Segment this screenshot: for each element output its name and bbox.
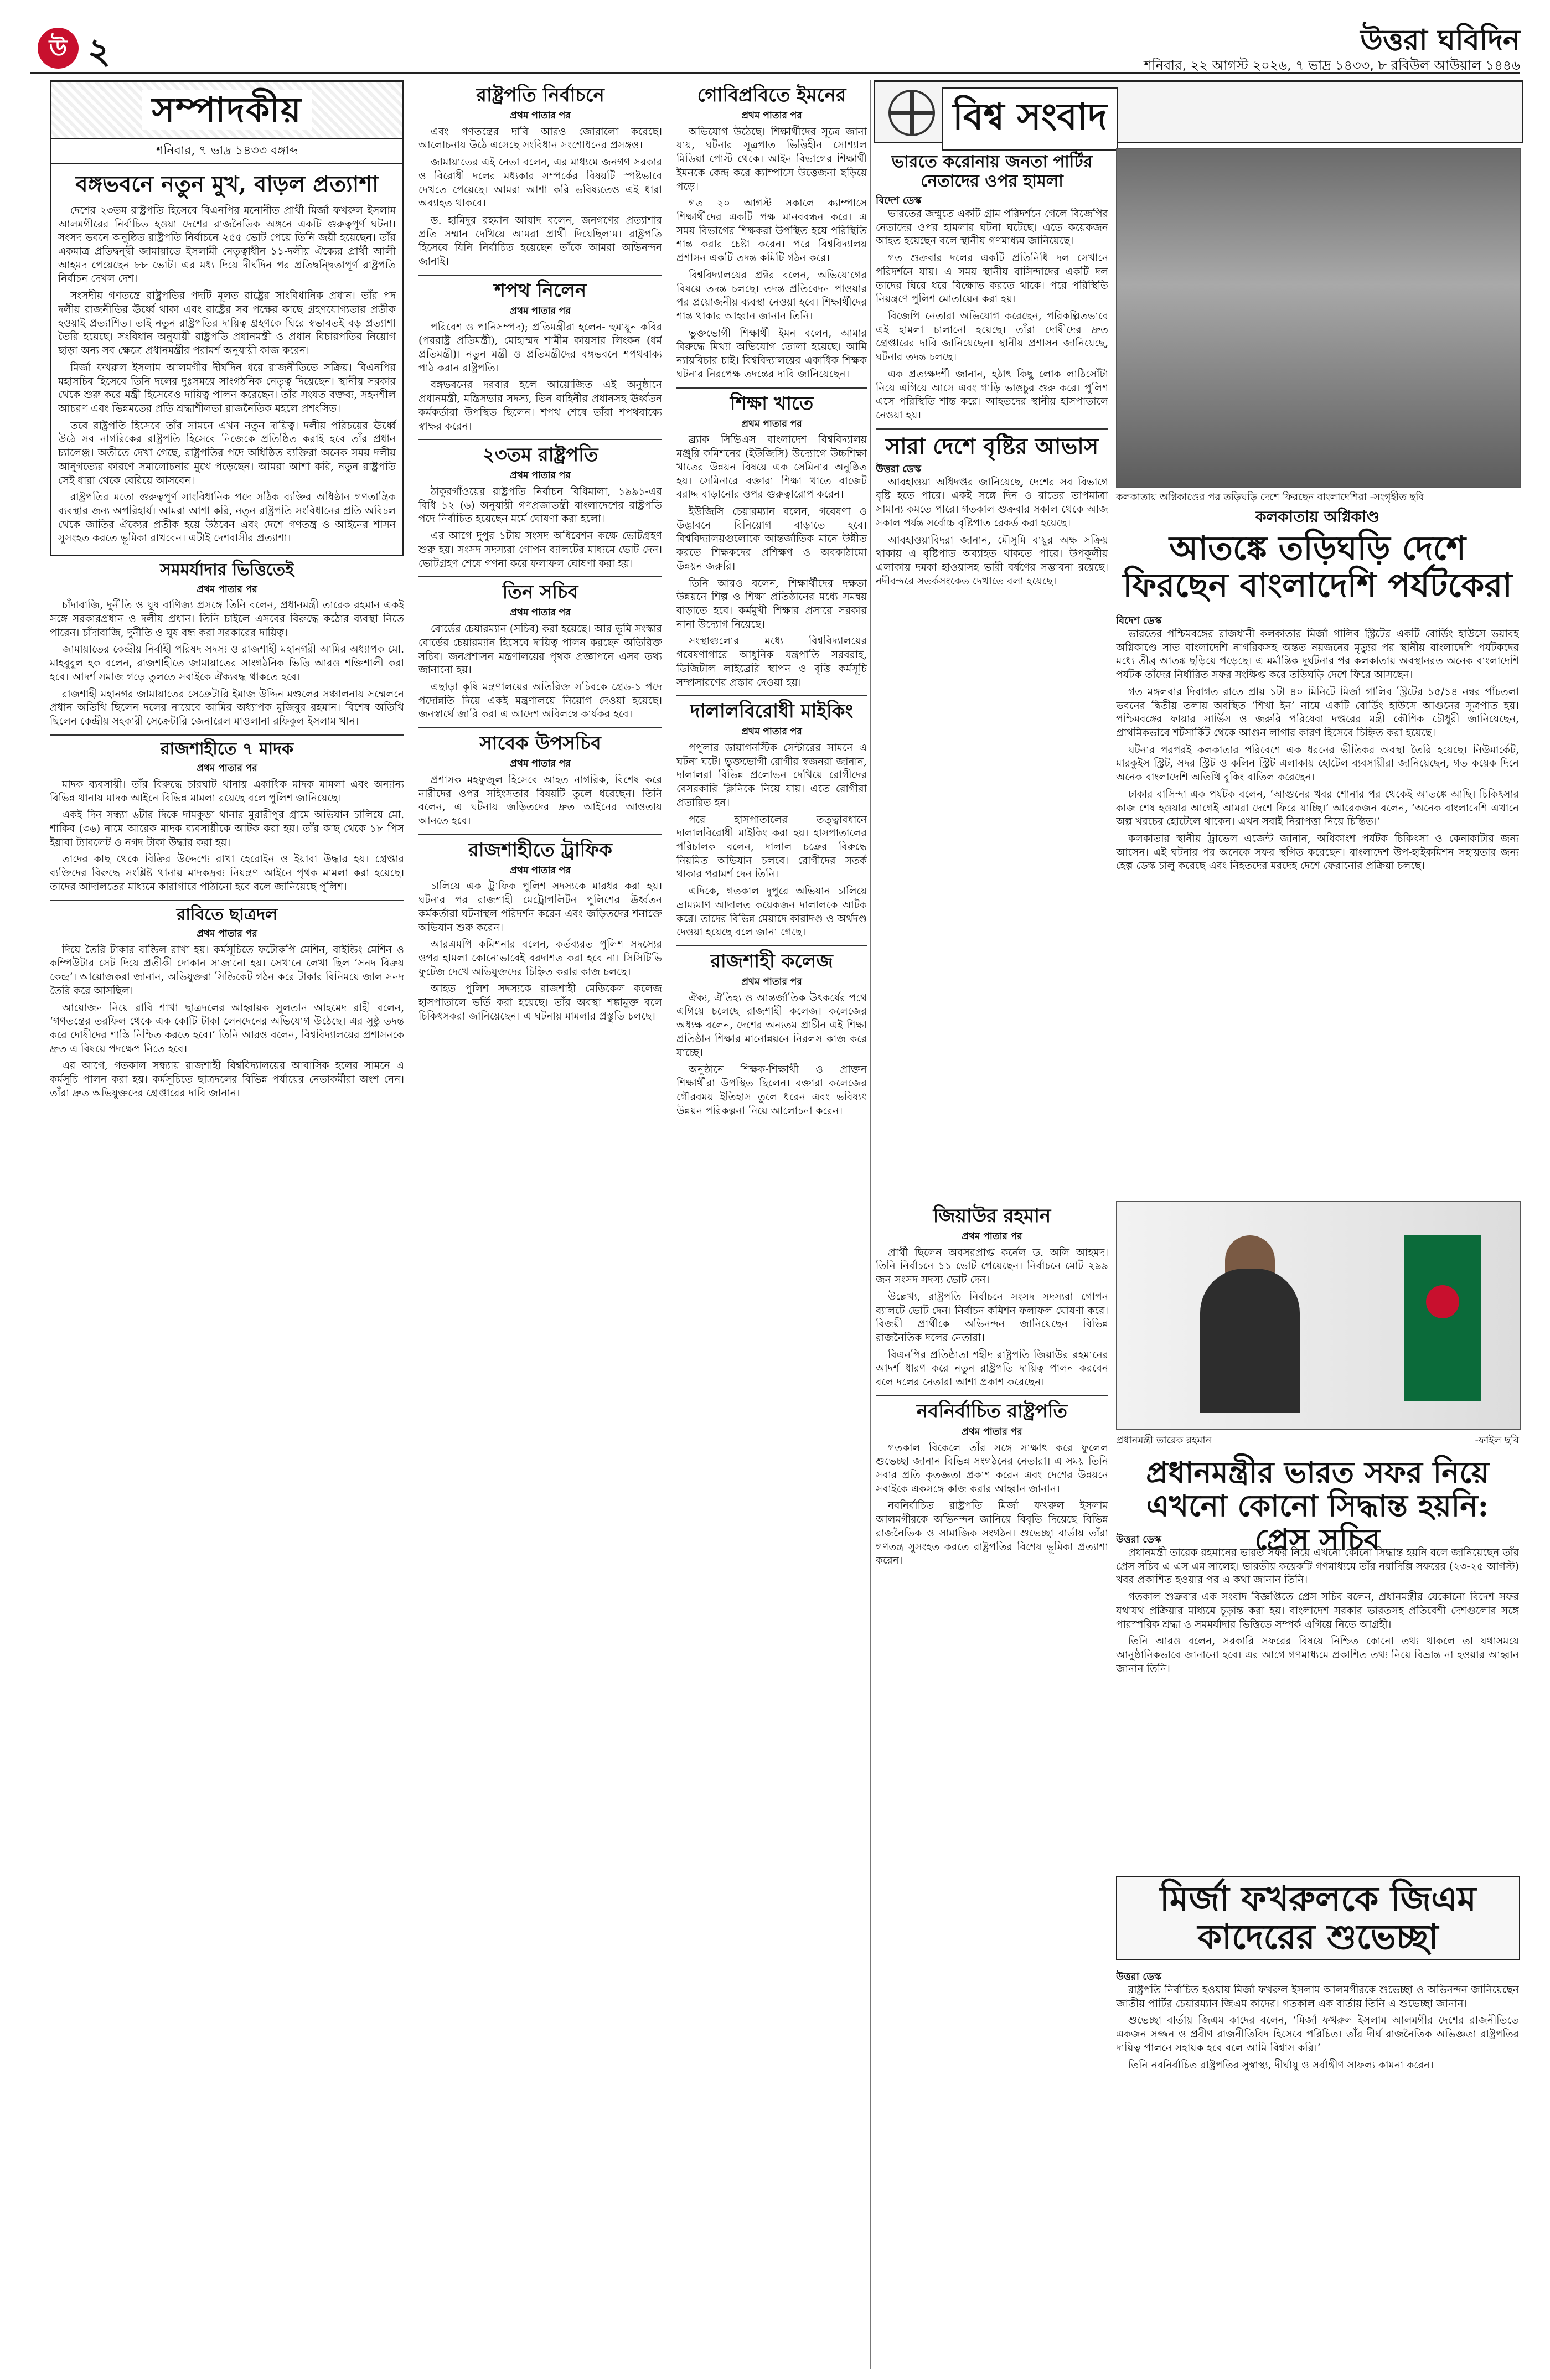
story-paragraph: আরএমপি কমিশনার বলেন, কর্তব্যরত পুলিশ সদস্যের ওপর হামলা কোনোভাবেই বরদাশত করা হবে না। সিসিটিভি ফুটেজ দেখে অভিযুক্তদের চিহ্নিত করার কাজ চলছে। [418, 939, 662, 978]
jump-label: প্রথম পাতার পর [962, 1231, 1022, 1243]
story-paragraph: অভিযোগ উঠেছে। শিক্ষার্থীদের সূত্রে জানা যায়, ঘটনার সূত্রপাত ভিত্তিহীন সোশ্যাল মিডিয়া পোস্ট থেকে। আইন বিভাগের শিক্ষার্থী ইমনকে কেন্দ্র করে ক্যাম্পাসে উত্তেজনা ছড়িয়ে পড়ে। [676, 126, 867, 193]
world-news-title: বিশ্ব সংবাদ [942, 87, 1118, 151]
editorial-box [50, 80, 404, 556]
desk-label: উত্তরা ডেস্ক [876, 463, 921, 475]
lead-story-body [1116, 614, 1519, 1190]
story-paragraph: এছাড়া কৃষি মন্ত্রণালয়ের অতিরিক্ত সচিবকে গ্রেড-১ পদে পদোন্নতি দিয়ে একই মন্ত্রণালয়ে নিয়োগ দেওয়া হয়েছে। জনস্বার্থে জারি করা এ আদেশ অবিলম্বে কার্যকর হবে। [418, 681, 662, 721]
story-paragraph: নবনির্বাচিত রাষ্ট্রপতি মির্জা ফখরুল ইসলাম আলমগীরকে অভিনন্দন জানিয়ে বিবৃতি দিয়েছে বিভিন্ন রাজনৈতিক ও সামাজিক সংগঠন। শুভেচ্ছা বার্তায় তাঁরা গণতন্ত্র সুসংহত করতে রাষ্ট্রপতির বিশেষ ভূমিকা প্রত্যাশা করেন। [876, 1500, 1108, 1567]
jump-label: প্রথম পাতার পর [510, 110, 571, 122]
jump-label: প্রথম পাতার পর [962, 1426, 1022, 1437]
story-paragraph: প্রধানমন্ত্রী তারেক রহমানের ভারত সফর নিয়ে এখনো কোনো সিদ্ধান্ত হয়নি বলে জানিয়েছেন তাঁর প্রেস সচিব এ এস এম সালেহ। ভারতীয় কয়েকটি গণমাধ্যমে তাঁর নয়াদিল্লি সফরের (২৩-২৫ আগস্ট) খবর প্রকাশিত হওয়ার পর এ কথা জানান তিনি। [1116, 1546, 1519, 1586]
story-paragraph: এর আগে, গতকাল সন্ধ্যায় রাজশাহী বিশ্ববিদ্যালয়ের আবাসিক হলের সামনে এ কর্মসূচি পালন করা হয়। কর্মসূচিতে ছাত্রদলের বিভিন্ন পর্যায়ের নেতাকর্মীরা অংশ নেন। তাঁরা দ্রুত অভিযুক্তদের গ্রেপ্তারের দাবি জানান। [50, 1060, 404, 1099]
story-paragraph: তিনি আরও বলেন, সরকারি সফরের বিষয়ে নিশ্চিত কোনো তথ্য থাকলে তা যথাসময়ে আনুষ্ঠানিকভাবে জানানো হবে। এর আগে গণমাধ্যমে প্রকাশিত তথ্য নিয়ে বিভ্রান্ত না হওয়ার আহ্বান জানান তিনি। [1116, 1636, 1519, 1675]
story-paragraph: জামায়াতের এই নেতা বলেন, এর মাধ্যমে জনগণ সরকার ও বিরোধী দলের মধ্যকার সম্পর্কের বিষয়টি স্পষ্টভাবে দেখতে পেয়েছে। আমরা আশা করি ভবিষ্যতেও এই ধারা অব্যাহত থাকবে। [418, 157, 662, 210]
pm-photo [1116, 1201, 1521, 1430]
editorial-paragraph: দেশের ২৩তম রাষ্ট্রপতি হিসেবে বিএনপির মনোনীত প্রার্থী মির্জা ফখরুল ইসলাম আলমগীরের নির্বাচিত হওয়া দেশের রাজনৈতিক অঙ্গনে একটি গুরুত্বপূর্ণ ঘটনা। সংসদ ভবনে অনুষ্ঠিত রাষ্ট্রপতি নির্বাচনে ২৫৫ ভোট পেয়ে তিনি জয়ী হয়েছেন। তাঁর একমাত্র প্রতিদ্বন্দ্বী জামায়াতে ইসলামী নেতৃত্বাধীন ১১-দলীয় ঐক্যের প্রার্থী আলী আহমদ পেয়েছেন ৮৮ ভোট। এর মধ্য দিয়ে দীর্ঘদিন পর প্রতিদ্বন্দ্বিতাপূর্ণ রাষ্ট্রপতি নির্বাচন দেখল দেশ। [58, 204, 396, 285]
divider [676, 387, 867, 389]
story-paragraph: বঙ্গভবনের দরবার হলে আয়োজিত এই অনুষ্ঠানে প্রধানমন্ত্রী, মন্ত্রিসভার সদস্য, তিন বাহিনীর প্রধানসহ ঊর্ধ্বতন কর্মকর্তারা উপস্থিত ছিলেন। শপথ শেষে তাঁরা শপথবাক্যে স্বাক্ষর করেন। [418, 379, 662, 432]
jump-label: প্রথম পাতার পর [197, 928, 257, 940]
editorial-section-title: সম্পাদকীয় [51, 82, 402, 139]
editorial-date: শনিবার, ৭ ভাদ্র ১৪৩৩ বঙ্গাব্দ [51, 139, 402, 163]
desk-label: উত্তরা ডেস্ক [1116, 1534, 1161, 1545]
divider [418, 727, 662, 728]
story-paragraph: রাষ্ট্রপতি নির্বাচিত হওয়ায় মির্জা ফখরুল ইসলাম আলমগীরকে শুভেচ্ছা ও অভিনন্দন জানিয়েছেন জাতীয় পার্টির চেয়ারম্যান জিএম কাদের। গতকাল এক বার্তায় তিনি এ শুভেচ্ছা জানান। [1116, 1984, 1519, 2010]
photo-caption-credit: -ফাইল ছবি [1475, 1435, 1519, 1446]
story-headline: জিয়াউর রহমান [933, 1205, 1051, 1227]
story-paragraph: বোর্ডের চেয়ারম্যান (সচিব) করা হয়েছে। আর ভূমি সংস্কার বোর্ডের চেয়ারম্যান হিসেবে দায়িত্ব পালন করছেন অতিরিক্ত সচিব। জনপ্রশাসন মন্ত্রণালয়ের পৃথক প্রজ্ঞাপনে এসব তথ্য জানানো হয়। [418, 623, 662, 676]
lead-headline: আতঙ্কে তড়িঘড়ি দেশে ফিরছেন বাংলাদেশি পর্যটকেরা [1123, 529, 1512, 606]
pm-portrait-body [1200, 1269, 1300, 1413]
greeting-story-body [1116, 1970, 1519, 2369]
story-headline: রাজশাহী কলেজ [710, 950, 833, 973]
story-paragraph: এক প্রত্যক্ষদর্শী জানান, হঠাৎ কিছু লোক লাঠিসোঁটা নিয়ে এগিয়ে আসে এবং গাড়ি ভাঙচুর শুরু করে। পুলিশ এসে পরিস্থিতি শান্ত করে। আহতদের স্থানীয় হাসপাতালে নেওয়া হয়। [876, 368, 1108, 421]
photo-caption-name: প্রধানমন্ত্রী তারেক রহমান [1116, 1435, 1212, 1446]
story-paragraph: প্রার্থী ছিলেন অবসরপ্রাপ্ত কর্নেল ড. অলি আহমদ। তিনি নির্বাচনে ১১ ভোট পেয়েছেন। নির্বাচনে মোট ২৯৯ জন সংসদ সদস্য ভোট দেন। [876, 1246, 1108, 1286]
story-paragraph: আবহাওয়াবিদরা জানান, মৌসুমি বায়ুর অক্ষ সক্রিয় থাকায় এ বৃষ্টিপাত অব্যাহত থাকতে পারে। উপকূলীয় এলাকায় দমকা হাওয়াসহ ভারী বর্ষণের সম্ভাবনা রয়েছে। নদীবন্দরে সতর্কসংকেত দেখাতে বলা হয়েছে। [876, 534, 1108, 587]
world-lower-side-column [876, 1201, 1108, 2369]
story-headline: তিন সচিব [502, 581, 578, 604]
story-paragraph: আয়োজন নিয়ে রাবি শাখা ছাত্রদলের আহ্বায়ক সুলতান আহমেদ রাহী বলেন, ‘গণতন্ত্রের তরফিল থেকে এক কোটি টাকা লেনদেনের অভিযোগ উঠেছে। এর সুষ্ঠু তদন্ত করে দোষীদের শাস্তি নিশ্চিত করতে হবে।’ তিনি আরও বলেন, বিশ্ববিদ্যালয়ের প্রশাসনকে দ্রুত এ বিষয়ে পদক্ষেপ নিতে হবে। [50, 1002, 404, 1055]
divider [876, 428, 1108, 430]
jump-label: প্রথম পাতার পর [510, 305, 571, 317]
story-headline: রাবিতে ছাত্রদল [176, 904, 278, 924]
editorial-paragraph: সংসদীয় গণতন্ত্রে রাষ্ট্রপতির পদটি মূলত রাষ্ট্রের সাংবিধানিক প্রধান। তাঁর পদ দলীয় রাজনীতির ঊর্ধ্বে থাকা এবং রাষ্ট্রের সব পক্ষের কাছে গ্রহণযোগ্যতার প্রতীক হওয়াই প্রত্যাশিত। তাই নতুন রাষ্ট্রপতির দায়িত্ব গ্রহণকে ঘিরে স্বভাবতই বড় প্রত্যাশা তৈরি হয়েছে। সংবিধান অনুযায়ী রাষ্ট্রপতি প্রধানমন্ত্রী ও প্রধান বিচারপতির নিয়োগ ছাড়া অন্য সব ক্ষেত্রে প্রধানমন্ত্রীর পরামর্শ অনুযায়ী কাজ করেন। [58, 290, 396, 357]
story-paragraph: চাঁদাবাজি, দুর্নীতি ও ঘুষ বাণিজ্য প্রসঙ্গে তিনি বলেন, প্রধানমন্ত্রী তারেক রহমান একই সঙ্গে সরকারপ্রধান ও দলীয় প্রধান। তিনি চাইলে এসবের বিরুদ্ধে কঠোর ব্যবস্থা নিতে পারেন। চাঁদাবাজি, দুর্নীতি ও ঘুষ বন্ধ করা সরকারের দায়িত্ব। [50, 599, 404, 639]
story-paragraph: একই দিন সন্ধ্যা ৬টার দিকে দামকুড়া থানার মুরারীপুর গ্রামে অভিযান চালিয়ে মো. শাকিব (৩৬) নামে আরেক মাদক ব্যবসায়ীকে আটক করা হয়। তাঁর কাছ থেকে ১৮ পিস ইয়াবা ট্যাবলেট ও নগদ টাকা উদ্ধার করা হয়। [50, 809, 404, 848]
kolkata-photo [1116, 148, 1521, 488]
photo-caption: কলকাতায় অগ্নিকাণ্ডের পর তড়িঘড়ি দেশে ফিরছেন বাংলাদেশিরা -সংগৃহীত ছবি [1116, 491, 1424, 503]
desk-label: বিদেশ ডেস্ক [876, 195, 922, 206]
jump-label: প্রথম পাতার পর [741, 418, 802, 430]
story-paragraph: চালিয়ে এক ট্রাফিক পুলিশ সদস্যকে মারধর করা হয়। ঘটনার পর রাজশাহী মেট্রোপলিটন পুলিশের ঊর্ধ্বতন কর্মকর্তারা ঘটনাস্থল পরিদর্শন করেন এবং জড়িতদের শনাক্তে অভিযান শুরু করেন। [418, 881, 662, 934]
desk-label: বিদেশ ডেস্ক [1116, 615, 1162, 627]
story-paragraph: জামায়াতের কেন্দ্রীয় নির্বাহী পরিষদ সদস্য ও রাজশাহী মহানগরী আমির অধ্যাপক মো. মাহবুবুল হক বলেন, রাজশাহীতে জামায়াতের সাংগঠনিক ভিত্তি আরও শক্তিশালী করা হবে। আদর্শ সমাজ গড়ে তুলতে সবাইকে ঐক্যবদ্ধ থাকতে হবে। [50, 644, 404, 683]
column-2 [418, 80, 662, 2361]
story-paragraph: ব্র্যাক সিভিএস বাংলাদেশ বিশ্ববিদ্যালয় মঞ্জুরি কমিশনের (ইউজিসি) উদ্যোগে উচ্চশিক্ষা খাতের উন্নয়ন বিষয়ে এক সেমিনার অনুষ্ঠিত হয়। সেমিনারে বক্তারা শিক্ষা খাতে বাজেট বরাদ্দ বাড়ানোর ওপর গুরুত্বারোপ করেন। [676, 434, 867, 501]
divider [418, 576, 662, 577]
jump-label: প্রথম পাতার পর [197, 763, 257, 774]
story-paragraph: আবহাওয়া অধিদপ্তর জানিয়েছে, দেশের সব বিভাগে বৃষ্টি হতে পারে। একই সঙ্গে দিন ও রাতের তাপমাত্রা সামান্য কমতে পারে। গতকাল শুক্রবার সকাল থেকে আজ সকাল পর্যন্ত সর্বোচ্চ বৃষ্টিপাত রেকর্ড করা হয়েছে। [876, 476, 1108, 529]
editorial-paragraph: মির্জা ফখরুল ইসলাম আলমগীর দীর্ঘদিন ধরে রাজনীতিতে সক্রিয়। বিএনপির মহাসচিব হিসেবে তিনি দলের দুঃসময়ে সাংগঠনিক নেতৃত্ব দিয়েছেন। স্থানীয় সরকার থেকে শুরু করে মন্ত্রী হিসেবেও দায়িত্ব পালন করেছেন। তাঁর সংযত বক্তব্য, সহনশীল আচরণ এবং ভিন্নমতের প্রতি শ্রদ্ধাশীলতা রাজনৈতিক মহলে প্রশংসিত। [58, 361, 396, 415]
story-paragraph: আহত পুলিশ সদস্যকে রাজশাহী মেডিকেল কলেজ হাসপাতালে ভর্তি করা হয়েছে। তাঁর অবস্থা শঙ্কামুক্ত বলে চিকিৎসকরা জানিয়েছেন। এ ঘটনায় মামলার প্রস্তুতি চলছে। [418, 983, 662, 1022]
story-headline: নবনির্বাচিত রাষ্ট্রপতি [917, 1400, 1067, 1422]
story-headline: ২৩তম রাষ্ট্রপতি [482, 444, 598, 467]
page-header [30, 22, 1520, 74]
pm-story-body [1116, 1533, 1519, 1865]
story-paragraph: তিনি আরও বলেন, শিক্ষার্থীদের দক্ষতা উন্নয়নে শিল্প ও শিক্ষা প্রতিষ্ঠানের মধ্যে সমন্বয় বাড়াতে হবে। কর্মমুখী শিক্ষার প্রসারে সরকার নানা উদ্যোগ নিয়েছে। [676, 577, 867, 630]
story-paragraph: ঠাকুরগাঁওয়ের রাষ্ট্রপতি নির্বাচন বিধিমালা, ১৯৯১-এর বিধি ১২ (৬) অনুযায়ী গণপ্রজাতন্ত্রী বাংলাদেশের রাষ্ট্রপতি পদে নির্বাচিত হয়েছেন মর্মে ঘোষণা করা হলো। [418, 486, 662, 525]
story-paragraph: ঘটনার পরপরই কলকাতার পরিবেশে এক ধরনের ভীতিকর অবস্থা তৈরি হয়েছে। নিউমার্কেট, মারকুইস স্ট্রিট, সদর স্ট্রিট ও কলিন স্ট্রিট এলাকায় হোটেল ব্যবসায়ীরা জানিয়েছেন, গত কয়েক দিনে অনেক বাংলাদেশি অতিথি বুকিং বাতিল করেছেন। [1116, 744, 1519, 784]
story-paragraph: উল্লেখ্য, রাষ্ট্রপতি নির্বাচনে সংসদ সদস্যরা গোপন ব্যালটে ভোট দেন। নির্বাচন কমিশন ফলাফল ঘোষণা করে। বিজয়ী প্রার্থীকে অভিনন্দন জানিয়েছেন বিভিন্ন রাজনৈতিক দলের নেতারা। [876, 1291, 1108, 1344]
story-paragraph: বিশ্ববিদ্যালয়ের প্রক্টর বলেন, অভিযোগের বিষয়ে তদন্ত চলছে। তদন্ত প্রতিবেদন পাওয়ার পর প্রয়োজনীয় ব্যবস্থা নেওয়া হবে। শিক্ষার্থীদের শান্ত থাকার আহ্বান জানান তিনি। [676, 269, 867, 323]
story-paragraph: দিয়ে তৈরি টাকার বান্ডিল রাখা হয়। কর্মসূচিতে ফটোকপি মেশিন, বাইন্ডিং মেশিন ও কম্পিউটার সেট দিয়ে প্রতীকী দোকান সাজানো হয়। সেখানে লেখা ছিল ‘সনদ বিক্রয় কেন্দ্র’। আয়োজকরা জানান, অভিযুক্তরা সিন্ডিকেট গঠন করে টাকার বিনিময়ে জাল সনদ তৈরি করে আসছিল। [50, 944, 404, 997]
date-line: শনিবার, ২২ আগস্ট ২০২৬, ৭ ভাদ্র ১৪৩৩, ৮ রবিউল আউয়াল ১৪৪৬ [1144, 58, 1520, 73]
jump-label: প্রথম পাতার পর [741, 726, 802, 738]
newspaper-logo-icon: উ [38, 28, 79, 69]
divider [876, 1395, 1108, 1396]
story-paragraph: এর আগে দুপুর ১টায় সংসদ অধিবেশন কক্ষে ভোটগ্রহণ শুরু হয়। সংসদ সদস্যরা গোপন ব্যালটের মাধ্যমে ভোট দেন। ভোটগ্রহণ শেষে গণনা করে ফলাফল ঘোষণা করা হয়। [418, 530, 662, 570]
masthead: উত্তরা ঘবিদিন [1360, 23, 1520, 57]
page-number: ২ [87, 30, 111, 72]
jump-label: প্রথম পাতার পর [510, 865, 571, 876]
divider [418, 439, 662, 440]
story-paragraph: সংস্থাগুলোর মধ্যে বিশ্ববিদ্যালয়ের গবেষণাগারে আধুনিক যন্ত্রপাতি সরবরাহ, ডিজিটাল লাইব্রেরি স্থাপন ও বৃত্তি কর্মসূচি সম্প্রসারণের প্রস্তাব দেওয়া হয়। [676, 635, 867, 689]
story-paragraph: গত শুক্রবার দলের একটি প্রতিনিধি দল সেখানে পরিদর্শনে যায়। এ সময় স্থানীয় বাসিন্দাদের একটি দল তাদের ঘিরে ধরে বিক্ষোভ করতে থাকে। পরে পরিস্থিতি নিয়ন্ত্রণে পুলিশ মোতায়েন করা হয়। [876, 252, 1108, 306]
column-rule [870, 80, 871, 2369]
jump-label: প্রথম পাতার পর [510, 758, 571, 770]
story-paragraph: গত ২০ আগস্ট সকালে ক্যাম্পাসে শিক্ষার্থীদের একটি পক্ষ মানববন্ধন করে। এ সময় বিভাগের শিক্ষকরা উপস্থিত হয়ে পরিস্থিতি শান্ত করার চেষ্টা করেন। পরে বিশ্ববিদ্যালয় প্রশাসন একটি তদন্ত কমিটি গঠন করে। [676, 198, 867, 265]
story-kicker: কলকাতায় অগ্নিকাণ্ড [1255, 508, 1380, 526]
divider [676, 695, 867, 696]
editorial-headline: বঙ্গভবনে নতুন মুখ, বাড়ল প্রত্যাশা [75, 170, 379, 197]
divider [418, 275, 662, 276]
world-side-column [876, 148, 1108, 1194]
story-headline: সারা দেশে বৃষ্টির আভাস [885, 433, 1099, 459]
story-paragraph: পপুলার ডায়াগনস্টিক সেন্টারের সামনে এ ঘটনা ঘটে। ভুক্তভোগী রোগীর স্বজনরা জানান, দালালরা বিভিন্ন প্রলোভন দেখিয়ে রোগীদের বেসরকারি ক্লিনিকে নিয়ে যায়। এতে রোগীরা প্রতারিত হন। [676, 742, 867, 809]
world-news-banner [874, 80, 1523, 143]
story-headline: শিক্ষা খাতে [730, 392, 814, 415]
story-paragraph: গত মঙ্গলবার দিবাগত রাতে প্রায় ১টা ৪০ মিনিটে মির্জা গালিব স্ট্রিটের ১৫/১৪ নম্বর পাঁচতলা ভবনের দ্বিতীয় তলায় অবস্থিত ‘শিখা ইন’ নামে একটি বোর্ডিং হাউসে আগুনের সূত্রপাত হয়। পশ্চিমবঙ্গের ফায়ার সার্ভিস ও জরুরি পরিষেবা দপ্তরের মন্ত্রী কৌশিক চৌধুরী জানিয়েছেন, প্রাথমিকভাবে শর্টসার্কিট থেকে আগুন লাগার কারণ হিসেবে চিহ্নিত করা হয়েছে। [1116, 686, 1519, 739]
story-headline: ভারতে করোনায় জনতা পার্টির নেতাদের ওপর হামলা [891, 152, 1093, 191]
story-headline: শপথ নিলেন [494, 279, 587, 302]
story-paragraph: গতকাল শুক্রবার এক সংবাদ বিজ্ঞপ্তিতে প্রেস সচিব বলেন, প্রধানমন্ত্রীর যেকোনো বিদেশ সফর যথাযথ প্রক্রিয়ার মাধ্যমে চূড়ান্ত করা হয়। বাংলাদেশ সরকার ভারতসহ প্রতিবেশী দেশগুলোর সঙ্গে পারস্পরিক শ্রদ্ধা ও সমমর্যাদার ভিত্তিতে সম্পর্ক এগিয়ে নিতে আগ্রহী। [1116, 1591, 1519, 1631]
story-headline: সমমর্যাদার ভিত্তিতেই [160, 560, 294, 580]
divider [50, 900, 404, 901]
story-paragraph: ভারতের জম্মুতে একটি গ্রাম পরিদর্শনে গেলে বিজেপির নেতাদের ওপর হামলার ঘটনা ঘটেছে। এতে কয়েকজন আহত হয়েছেন বলে স্থানীয় গণমাধ্যম জানিয়েছে। [876, 208, 1108, 247]
jump-label: প্রথম পাতার পর [741, 110, 802, 122]
story-headline: রাজশাহীতে ৭ মাদক [161, 739, 293, 759]
story-paragraph: ভুক্তভোগী শিক্ষার্থী ইমন বলেন, আমার বিরুদ্ধে মিথ্যা অভিযোগ তোলা হয়েছে। আমি ন্যায়বিচার চাই। বিশ্ববিদ্যালয়ের একাধিক শিক্ষক ঘটনার নিরপেক্ষ তদন্তের দাবি জানিয়েছেন। [676, 327, 867, 380]
story-paragraph: ঢাকার বাসিন্দা এক পর্যটক বলেন, ‘আগুনের খবর শোনার পর থেকেই আতঙ্কে আছি। চিকিৎসার কাজ শেষ হওয়ার আগেই আমরা দেশে ফিরে যাচ্ছি।’ আরেকজন বলেন, ‘অনেক বাংলাদেশি এখানে অল্প খরচের হোটেলে থাকেন। এখন সবাই নিরাপত্তা নিয়ে চিন্তিত।’ [1116, 788, 1519, 828]
story-paragraph: পরে হাসপাতালের তত্ত্বাবধানে দালালবিরোধী মাইকিং করা হয়। হাসপাতালের পরিচালক বলেন, দালাল চক্রের বিরুদ্ধে নিয়মিত অভিযান চলবে। রোগীদের সতর্ক থাকার পরামর্শ দেন তিনি। [676, 814, 867, 881]
desk-label: উত্তরা ডেস্ক [1116, 1971, 1161, 1983]
story-paragraph: কলকাতার স্থানীয় ট্রাভেল এজেন্ট জানান, অধিকাংশ পর্যটক চিকিৎসা ও কেনাকাটার জন্য আসেন। এই ঘটনার পর অনেকে সফর স্থগিত করেছেন। বাংলাদেশ উপ-হাইকমিশন সহায়তার জন্য হেল্প ডেস্ক চালু করেছে এবং নিহতদের মরদেহ দেশে ফেরানোর প্রক্রিয়া চলছে। [1116, 833, 1519, 872]
jump-label: প্রথম পাতার পর [510, 470, 571, 482]
divider [418, 834, 662, 835]
story-paragraph: মাদক ব্যবসায়ী। তাঁর বিরুদ্ধে চারঘাট থানায় একাধিক মাদক মামলা এবং অন্যান্য বিভিন্ন থানায় মাদক আইনে বিভিন্ন মামলা রয়েছে বলে পুলিশ জানিয়েছে। [50, 778, 404, 804]
story-headline: সাবেক উপসচিব [479, 732, 601, 755]
story-paragraph: বিএনপির প্রতিষ্ঠাতা শহীদ রাষ্ট্রপতি জিয়াউর রহমানের আদর্শ ধারণ করে নতুন রাষ্ট্রপতি দায়িত্ব পালন করবেন বলে দলের নেতারা আশা প্রকাশ করেছেন। [876, 1349, 1108, 1389]
story-paragraph: রাজশাহী মহানগর জামায়াতের সেক্রেটারি ইমাজ উদ্দিন মণ্ডলের সঞ্চালনায় সম্মেলনে প্রধান অতিথি ছিলেন দলের নায়েবে আমির অধ্যাপক মুজিবুর রহমান। বিশেষ অতিথি ছিলেন কেন্দ্রীয় সহকারী সেক্রেটারি জেনারেল মাওলানা রফিকুল ইসলাম খান। [50, 688, 404, 727]
story-headline: রাজশাহীতে ট্রাফিক [468, 839, 612, 861]
globe-icon [888, 90, 935, 136]
story-paragraph: ড. হামিদুর রহমান আযাদ বলেন, জনগণের প্রত্যাশার প্রতি সম্মান দেখিয়ে আমরা প্রার্থী দিয়েছিলাম। রাষ্ট্রপতি হিসেবে যিনি নির্বাচিত হয়েছেন তাঁকে আমরা অভিনন্দন জানাই। [418, 215, 662, 268]
story-paragraph: অনুষ্ঠানে শিক্ষক-শিক্ষার্থী ও প্রাক্তন শিক্ষার্থীরা উপস্থিত ছিলেন। বক্তারা কলেজের গৌরবময় ইতিহাস তুলে ধরেন এবং ভবিষ্যৎ উন্নয়ন পরিকল্পনা নিয়ে আলোচনা করেন। [676, 1064, 867, 1117]
jump-label: প্রথম পাতার পর [197, 583, 257, 595]
divider [676, 945, 867, 946]
story-paragraph: গতকাল বিকেলে তাঁর সঙ্গে সাক্ষাৎ করে ফুলেল শুভেচ্ছা জানান বিভিন্ন সংগঠনের নেতারা। এ সময় তিনি সবার প্রতি কৃতজ্ঞতা প্রকাশ করেন এবং দেশের উন্নয়নে সবাইকে একসঙ্গে কাজ করার আহ্বান জানান। [876, 1442, 1108, 1495]
editorial-paragraph: রাষ্ট্রপতির মতো গুরুত্বপূর্ণ সাংবিধানিক পদে সঠিক ব্যক্তির অধিষ্ঠান গণতান্ত্রিক ব্যবস্থার জন্য অপরিহার্য। আমরা আশা করি, নতুন রাষ্ট্রপতি সংবিধানের প্রতি অবিচল থেকে জাতির ঐক্যের প্রতীক হয়ে উঠবেন এবং দেশে গণতন্ত্র ও আইনের শাসন সুসংহত করতে ভূমিকা রাখবেন। এটাই দেশবাসীর প্রত্যাশা। [58, 491, 396, 545]
story-headline: রাষ্ট্রপতি নির্বাচনে [476, 84, 604, 106]
story-paragraph: ইউজিসি চেয়ারম্যান বলেন, গবেষণা ও উদ্ভাবনে বিনিয়োগ বাড়াতে হবে। বিশ্ববিদ্যালয়গুলোকে আন্তর্জাতিক মানে উন্নীত করতে শিক্ষকদের প্রশিক্ষণ ও অবকাঠামো উন্নয়ন জরুরি। [676, 505, 867, 572]
jump-label: প্রথম পাতার পর [510, 607, 571, 619]
column-3 [676, 80, 867, 2361]
story-paragraph: প্রশাসক মহফুজুল হিসেবে আহত নাগরিক, বিশেষ করে নারীদের ওপর সহিংসতার বিষয়টি তুলে ধরেছেন। তিনি বলেন, এ ঘটনায় জড়িতদের দ্রুত আইনের আওতায় আনতে হবে। [418, 774, 662, 827]
story-headline: দালালবিরোধী মাইকিং [690, 700, 854, 723]
story-headline: গোবিপ্রবিতে ইমনের [697, 84, 846, 106]
column-1 [50, 80, 404, 2361]
greeting-headline: মির্জা ফখরুলকে জিএম কাদেরের শুভেচ্ছা [1116, 1876, 1520, 1960]
editorial-paragraph: তবে রাষ্ট্রপতি হিসেবে তাঁর সামনে এখন নতুন দায়িত্ব। দলীয় পরিচয়ের ঊর্ধ্বে উঠে সব নাগরিকের রাষ্ট্রপতি হিসেবে নিজেকে প্রতিষ্ঠিত করাই হবে তাঁর প্রধান চ্যালেঞ্জ। অতীতে দেখা গেছে, রাষ্ট্রপতির পদে অধিষ্ঠিত ব্যক্তিরা অনেক সময় দলীয় আনুগত্যের কারণে সমালোচনার মুখে পড়েছেন। আমরা আশা করি, নতুন রাষ্ট্রপতি সেই ধারা থেকে বেরিয়ে আসবেন। [58, 420, 396, 487]
editorial-body [51, 204, 402, 555]
story-paragraph: পরিবেশ ও পানিসম্পদ); প্রতিমন্ত্রীরা হলেন- হুমায়ুন কবির (পররাষ্ট্র প্রতিমন্ত্রী), মোহাম্মদ শামীম কায়সার লিংকন (ধর্ম প্রতিমন্ত্রী)। নতুন মন্ত্রী ও প্রতিমন্ত্রীদের বঙ্গভবনে শপথবাক্য পাঠ করান রাষ্ট্রপতি। [418, 321, 662, 374]
pm-headline: প্রধানমন্ত্রীর ভারত সফর নিয়ে এখনো কোনো সিদ্ধান্ত হয়নি: প্রেস সচিব [1146, 1455, 1489, 1557]
divider [50, 734, 404, 736]
jump-label: প্রথম পাতার পর [741, 976, 802, 988]
bangladesh-flag-icon [1404, 1235, 1481, 1401]
story-paragraph: এবং গণতন্ত্রের দাবি আরও জোরালো করেছে। আলোচনায় উঠে এসেছে সংবিধান সংশোধনের প্রসঙ্গও। [418, 126, 662, 152]
story-paragraph: শুভেচ্ছা বার্তায় জিএম কাদের বলেন, ‘মির্জা ফখরুল ইসলাম আলমগীর দেশের রাজনীতিতে একজন সজ্জন ও প্রবীণ রাজনীতিবিদ হিসেবে পরিচিত। তাঁর দীর্ঘ রাজনৈতিক অভিজ্ঞতা রাষ্ট্রপতির দায়িত্ব পালনে সহায়ক হবে বলে আমি বিশ্বাস করি।’ [1116, 2015, 1519, 2054]
story-paragraph: ভারতের পশ্চিমবঙ্গের রাজধানী কলকাতার মির্জা গালিব স্ট্রিটের একটি বোর্ডিং হাউসে ভয়াবহ অগ্নিকাণ্ডে সাত বাংলাদেশি নাগরিকসহ অন্তত নয়জনের মৃত্যুর পর স্থানীয় বাংলাদেশি পর্যটকদের মধ্যে তীব্র আতঙ্ক ছড়িয়ে পড়েছে। এ মর্মান্তিক দুর্ঘটনার পর কলকাতায় অবস্থানরত অনেক বাংলাদেশি পর্যটক তাঁদের নির্ধারিত সফর সংক্ষিপ্ত করে তড়িঘড়ি দেশে ফিরে আসছেন। [1116, 628, 1519, 681]
story-paragraph: এদিকে, গতকাল দুপুরে অভিযান চালিয়ে ভ্রাম্যমাণ আদালত কয়েকজন দালালকে আটক করে। তাদের বিভিন্ন মেয়াদে কারাদণ্ড ও অর্থদণ্ড দেওয়া হয়েছে বলে জানা গেছে। [676, 886, 867, 939]
story-paragraph: ঐক্য, ঐতিহ্য ও আন্তর্জাতিক উৎকর্ষের পথে এগিয়ে চলেছে রাজশাহী কলেজ। কলেজের অধ্যক্ষ বলেন, দেশের অন্যতম প্রাচীন এই শিক্ষা প্রতিষ্ঠান শিক্ষার মানোন্নয়নে নিরলস কাজ করে যাচ্ছে। [676, 992, 867, 1059]
story-paragraph: তাদের কাছ থেকে বিক্রির উদ্দেশ্যে রাখা হেরোইন ও ইয়াবা উদ্ধার হয়। গ্রেপ্তার ব্যক্তিদের বিরুদ্ধে সংশ্লিষ্ট থানায় মাদকদ্রব্য নিয়ন্ত্রণ আইনে পৃথক মামলা করা হয়েছে। তাদের আদালতের মাধ্যমে কারাগারে পাঠানো হবে বলে জানিয়েছে পুলিশ। [50, 853, 404, 893]
story-paragraph: বিজেপি নেতারা অভিযোগ করেছেন, পরিকল্পিতভাবে এই হামলা চালানো হয়েছে। তাঁরা দোষীদের দ্রুত গ্রেপ্তারের দাবি জানিয়েছেন। স্থানীয় প্রশাসন জানিয়েছে, ঘটনার তদন্ত চলছে। [876, 310, 1108, 364]
story-paragraph: তিনি নবনির্বাচিত রাষ্ট্রপতির সুস্বাস্থ্য, দীর্ঘায়ু ও সর্বাঙ্গীণ সাফল্য কামনা করেন। [1128, 2059, 1434, 2071]
